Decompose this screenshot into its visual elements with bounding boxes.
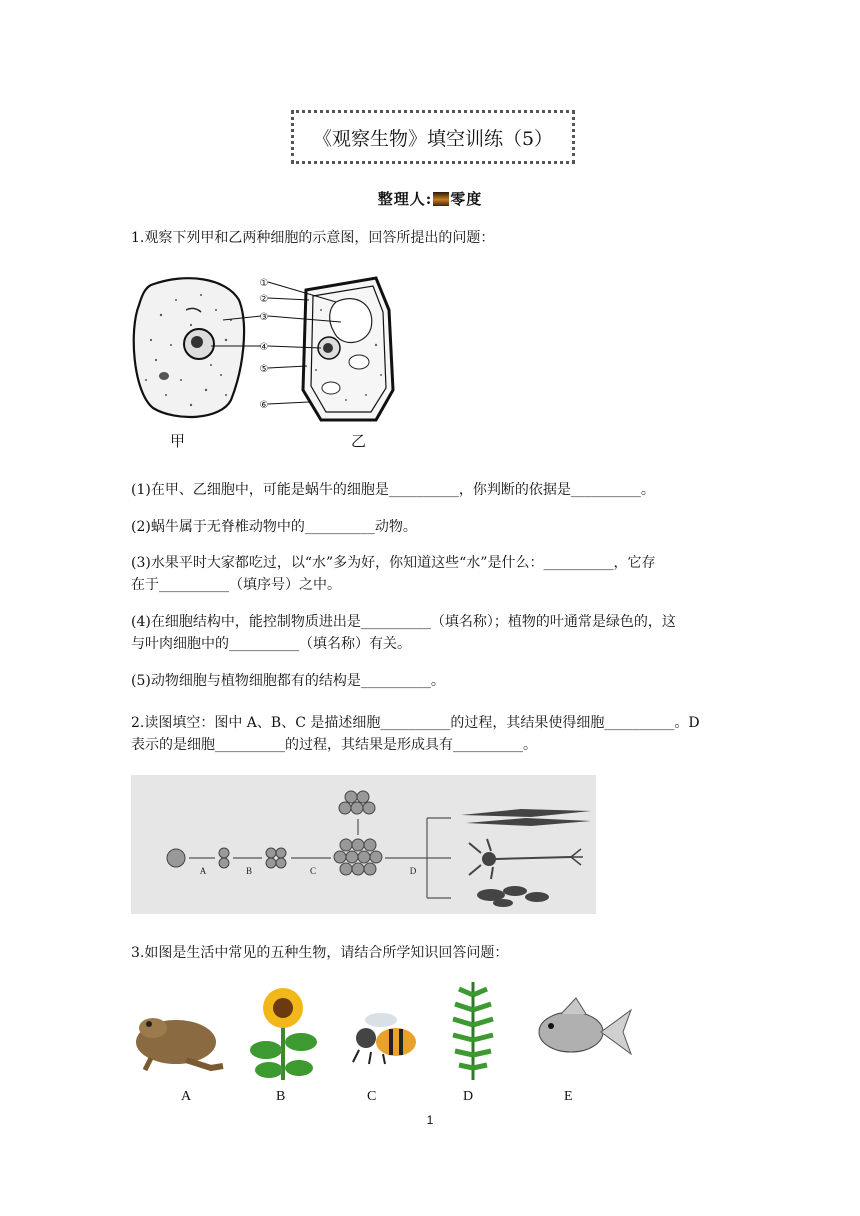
step-label-a: A xyxy=(199,866,207,876)
goldfish-icon xyxy=(539,998,631,1054)
q1-sub5: (5)动物细胞与植物细胞都有的结构是__________。 xyxy=(131,673,445,689)
q1-sub4-line2: 与叶肉细胞中的__________（填名称）有关。 xyxy=(131,636,411,652)
frog-icon xyxy=(136,1018,223,1070)
fern-icon xyxy=(453,982,493,1080)
author-avatar-icon xyxy=(433,192,449,206)
cell-label-4: ④ xyxy=(259,342,269,353)
q1-sub1: (1)在甲、乙细胞中，可能是蜗牛的细胞是__________，你判断的依据是__________。 xyxy=(131,482,655,498)
sunflower-icon xyxy=(250,988,317,1080)
animal-cell xyxy=(134,278,244,417)
cell-label-jia: 甲 xyxy=(170,432,186,450)
cell-label-5: ⑤ xyxy=(259,364,269,375)
organism-label-c: C xyxy=(367,1089,377,1104)
cell-label-1: ① xyxy=(259,278,269,289)
cell-label-3: ③ xyxy=(259,312,269,323)
cell-label-yi: 乙 xyxy=(351,432,367,450)
step-label-c: C xyxy=(309,866,317,876)
cell-division-figure xyxy=(131,775,596,914)
cell-division-diagram xyxy=(131,775,596,914)
q1-stem: 1.观察下列甲和乙两种细胞的示意图，回答所提出的问题： xyxy=(131,230,495,246)
page-number: 1 xyxy=(426,1113,434,1127)
title-box xyxy=(291,110,575,164)
organism-label-e: E xyxy=(564,1089,573,1104)
q2-line2: 表示的是细胞__________的过程，其结果是形成具有__________。 xyxy=(131,737,537,753)
q1-sub3-line2: 在于__________（填序号）之中。 xyxy=(131,577,341,593)
organism-label-b: B xyxy=(276,1089,286,1104)
bee-icon xyxy=(353,1013,416,1064)
q2-line1: 2.读图填空：图中 A、B、C 是描述细胞__________的过程，其结果使得细胞__________。D xyxy=(131,715,700,731)
cell-label-6: ⑥ xyxy=(259,400,269,411)
q1-sub3-line1: (3)水果平时大家都吃过，以“水”多为好，你知道这些“水”是什么：__________，它存 xyxy=(131,555,656,571)
q1-sub4-line1: (4)在细胞结构中，能控制物质进出是__________（填名称）；植物的叶通常是绿色的，这 xyxy=(131,614,676,630)
page-title: 《观察生物》填空训练（5） xyxy=(312,127,554,150)
cell-diagram xyxy=(131,270,401,430)
author-name: 零度 xyxy=(450,190,483,208)
organisms-figure xyxy=(131,980,641,1085)
organism-label-d: D xyxy=(463,1089,474,1104)
q3-stem: 3.如图是生活中常见的五种生物，请结合所学知识回答问题： xyxy=(131,945,509,961)
author-line xyxy=(0,188,860,209)
author-prefix: 整理人: xyxy=(377,190,433,208)
organism-label-a: A xyxy=(181,1089,192,1104)
step-label-d: D xyxy=(409,866,417,876)
q1-sub2: (2)蜗牛属于无脊椎动物中的__________动物。 xyxy=(131,519,417,535)
plant-cell xyxy=(303,278,393,420)
cell-label-2: ② xyxy=(259,294,269,305)
step-label-b: B xyxy=(245,866,253,876)
